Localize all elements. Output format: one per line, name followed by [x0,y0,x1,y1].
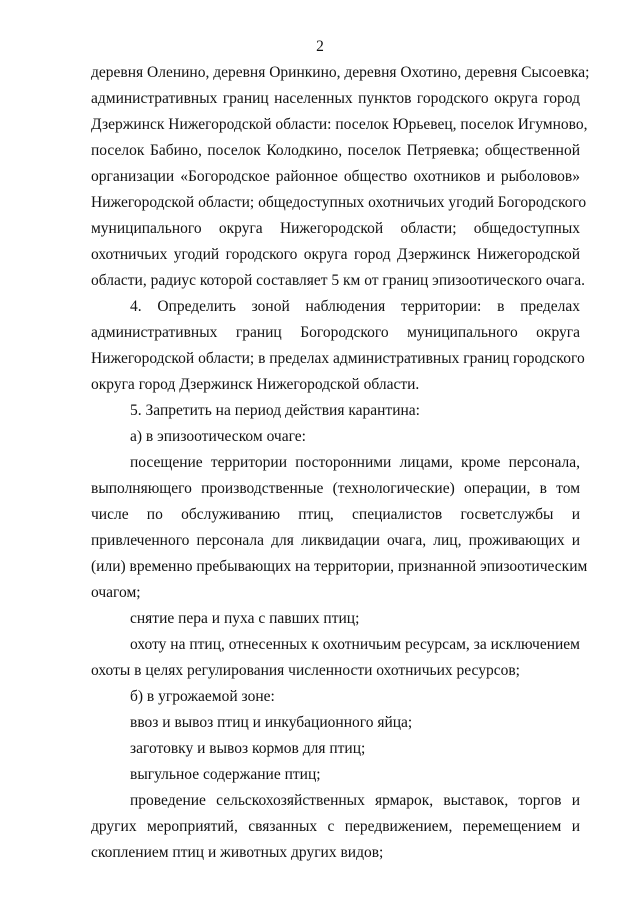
paragraph-start: 5. Запретить на период действия карантина: [130,402,420,419]
text-line: (или) временно пребывающих на территории, признанной эпизоотическим [91,558,588,575]
text-line: области, радиус которой составляет 5 км от границ эпизоотического очага. [91,272,585,289]
text-line: организации «Богородское районное общество охотников и рыболовов» [91,168,580,185]
paragraph-start: охоту на птиц, отнесенных к охотничьим ресурсам, за исключением [130,636,580,653]
text-line: деревня Оленино, деревня Оринкино, деревня Охотино, деревня Сысоевка; [91,64,590,81]
paragraph-start: б) в угрожаемой зоне: [130,688,275,705]
text-line: очагом; [91,584,141,601]
paragraph-start: 4. Определить зоной наблюдения территории: в пределах [130,298,580,315]
text-line: Нижегородской области; общедоступных охотничьих угодий Богородского [91,194,587,211]
paragraph-start: проведение сельскохозяйственных ярмарок, выставок, торгов и [130,792,580,809]
text-line: поселок Бабино, поселок Колодкино, поселок Петряевка; общественной [91,142,580,159]
paragraph-start: а) в эпизоотическом очаге: [130,428,306,445]
paragraph-start: снятие пера и пуха с павших птиц; [130,610,360,627]
paragraph-start: выгульное содержание птиц; [130,766,321,783]
text-line: скоплением птиц и животных других видов; [91,844,384,861]
paragraph-start: ввоз и вывоз птиц и инкубационного яйца; [130,714,413,731]
text-line: других мероприятий, связанных с передвижением, перемещением и [91,818,580,835]
text-line: Нижегородской области; в пределах административных границ городского [91,350,585,367]
paragraph-start: заготовку и вывоз кормов для птиц; [130,740,366,757]
paragraph-start: посещение территории посторонними лицами, кроме персонала, [130,454,580,471]
text-line: муниципального округа Нижегородской области; общедоступных [91,220,580,237]
text-line: административных границ Богородского муниципального округа [91,324,580,341]
text-line: привлеченного персонала для ликвидации очага, лиц, проживающих и [91,532,580,549]
text-line: выполняющего производственные (технологические) операции, в том [91,480,580,497]
text-line: числе по обслуживанию птиц, специалистов госветслужбы и [91,506,580,523]
text-line: охотничьих угодий городского округа город Дзержинск Нижегородской [91,246,580,263]
text-line: охоты в целях регулирования численности охотничьих ресурсов; [91,662,520,679]
text-line: округа город Дзержинск Нижегородской области. [91,376,420,393]
text-line: административных границ населенных пунктов городского округа город [91,90,580,107]
text-line: Дзержинск Нижегородской области: поселок Юрьевец, поселок Игумново, [91,116,588,133]
page-number: 2 [316,38,324,55]
